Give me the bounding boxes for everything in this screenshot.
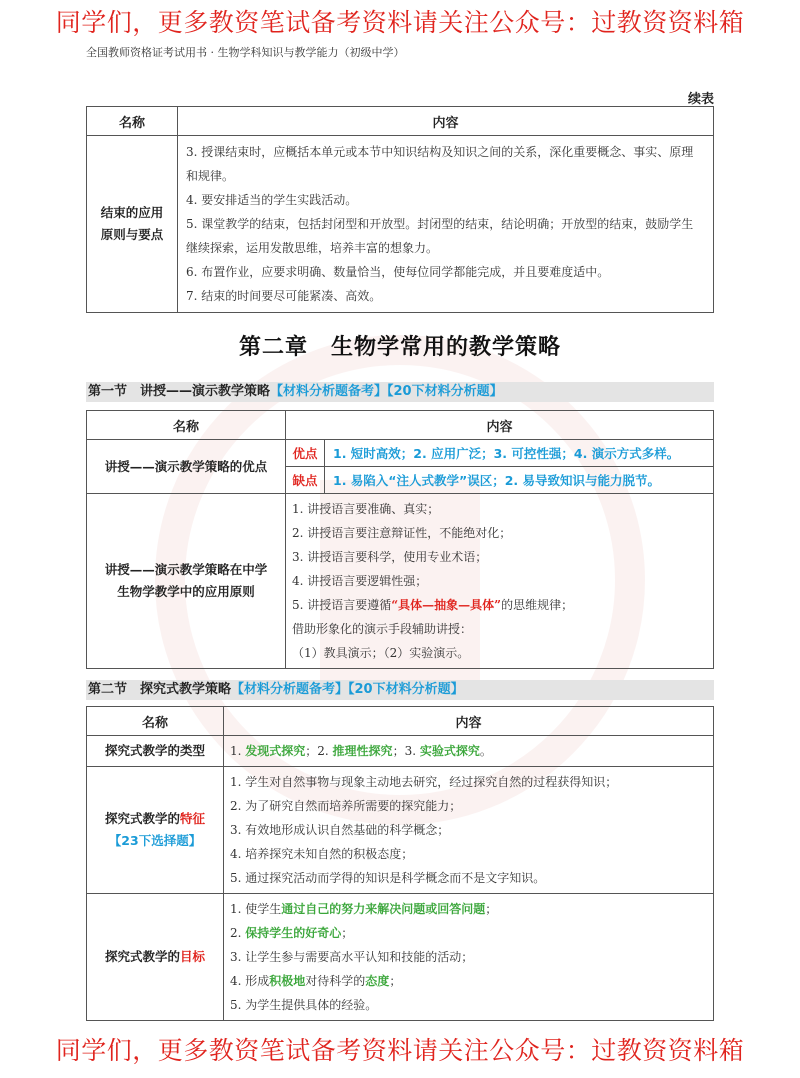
table-row	[87, 894, 714, 1021]
row-name-line: 原则与要点	[100, 227, 164, 242]
row-name-line: 生物学教学中的应用原则	[117, 584, 255, 599]
highlight-text: 保持学生的	[245, 926, 306, 940]
row-name: 探究式教学的类型	[87, 736, 224, 767]
highlight-text: 通过自己的努力来解决问题或回答问题	[281, 902, 486, 916]
header-content: 内容	[286, 411, 714, 440]
row-name	[87, 894, 224, 1021]
list-item: 2. 为了研究自然而培养所需要的探究能力；	[230, 799, 462, 813]
exam-tag: 【23下选择题】	[108, 833, 202, 848]
header-name: 名称	[87, 707, 224, 736]
row-content	[224, 767, 714, 894]
highlight-text: 好奇心	[305, 926, 342, 940]
top-promo-banner: 同学们，更多教资笔试备考资料请关注公众号：过教资资料箱	[55, 8, 745, 37]
list-item: 3. 授课结束时，应概括本单元或本节中知识结构及知识之间的关系，深化重要概念、事实、原理和规律。	[186, 145, 694, 183]
table-row	[87, 494, 714, 669]
highlight-text: 目标	[180, 949, 206, 964]
section-2-heading	[86, 680, 714, 700]
text-segment: 探究式教学的	[104, 949, 180, 964]
pro-text: 1. 短时高效；2. 应用广泛；3. 可控性强；4. 演示方式多样。	[325, 440, 714, 467]
table-row	[87, 736, 714, 767]
chapter-title: 第二章 生物学常用的教学策略	[238, 334, 561, 360]
text-segment: 5. 讲授语言要遵循	[292, 598, 392, 612]
text-segment: 的思维规律；	[501, 598, 574, 612]
table-lecture-strategy	[86, 410, 714, 669]
list-item: 7. 结束的时间要尽可能紧凑、高效。	[186, 289, 382, 303]
list-item: 3. 有效地形成认识自然基础的科学概念；	[230, 823, 450, 837]
highlight-text: 特征	[180, 811, 206, 826]
text-segment: 探究式教学的	[104, 811, 180, 826]
list-item: 1. 讲授语言要准确、真实；	[292, 502, 440, 516]
table-row	[87, 767, 714, 894]
section-1-heading	[86, 382, 714, 402]
row-name	[87, 767, 224, 894]
table-row	[87, 136, 714, 313]
row-name-line: 结束的应用	[100, 205, 164, 220]
text-segment: 1. 使学生	[230, 902, 282, 916]
pro-label: 优点	[286, 440, 325, 467]
list-item: 借助形象化的演示手段辅助讲授：	[292, 622, 473, 636]
highlight-text: “具体—抽象—具体”	[391, 598, 502, 612]
row-name	[87, 494, 286, 669]
highlight-text: 实验式探究	[419, 744, 480, 758]
list-item: 4. 讲授语言要逻辑性强；	[292, 574, 428, 588]
list-item: （1）教具演示；（2）实验演示。	[292, 646, 470, 660]
row-content	[286, 494, 714, 669]
exam-tag: 【材料分析题备考】【20下材料分析题】	[270, 384, 503, 399]
header-name: 名称	[87, 107, 178, 136]
text-segment: 4. 形成	[230, 974, 270, 988]
text-segment: ；	[485, 902, 498, 916]
con-label: 缺点	[286, 467, 325, 494]
highlight-text: 积极地	[269, 974, 306, 988]
row-content	[224, 736, 714, 767]
row-content	[224, 894, 714, 1021]
text-segment: 2.	[230, 926, 246, 940]
table-inquiry-strategy	[86, 706, 714, 1021]
exam-tag: 【材料分析题备考】【20下材料分析题】	[231, 682, 464, 697]
table-closing-principles	[86, 106, 714, 313]
con-text: 1. 易陷入“注人式教学”误区；2. 易导致知识与能力脱节。	[325, 467, 714, 494]
row-name-line: 讲授——演示教学策略在中学	[104, 562, 268, 577]
section-title: 第二节 探究式教学策略	[88, 682, 232, 697]
text-segment: ；2.	[305, 744, 333, 758]
text-segment: ；3.	[392, 744, 420, 758]
header-name: 名称	[87, 411, 286, 440]
list-item: 5. 课堂教学的结束，包括封闭型和开放型。封闭型的结束，结论明确；开放型的结束，鼓励学生继续探索，运用发散思维，培养丰富的想象力。	[186, 217, 694, 255]
list-item: 2. 讲授语言要注意辩证性，不能绝对化；	[292, 526, 512, 540]
text-segment: 。	[479, 744, 492, 758]
list-item: 6. 布置作业，应要求明确、数量恰当，使每位同学都能完成，并且要难度适中。	[186, 265, 610, 279]
highlight-text: 态度	[365, 974, 390, 988]
row-name: 讲授——演示教学策略的优点	[87, 440, 286, 494]
continued-table-label: 续表	[687, 92, 714, 107]
list-item: 3. 讲授语言要科学，使用专业术语；	[292, 550, 488, 564]
section-title: 第一节 讲授——演示教学策略	[88, 384, 271, 399]
list-item: 4. 培养探究未知自然的积极态度；	[230, 847, 414, 861]
list-item	[292, 593, 707, 617]
text-segment: ；	[341, 926, 354, 940]
book-subtitle: 全国教师资格证考试用书 · 生物学科知识与教学能力（初级中学）	[86, 46, 405, 59]
list-item: 3. 让学生参与需要高水平认知和技能的活动；	[230, 950, 474, 964]
list-item: 1. 学生对自然事物与现象主动地去研究，经过探究自然的过程获得知识；	[230, 775, 618, 789]
list-item: 5. 为学生提供具体的经验。	[230, 998, 378, 1012]
list-item: 4. 要安排适当的学生实践活动。	[186, 193, 358, 207]
list-item: 5. 通过探究活动而学得的知识是科学概念而不是文字知识。	[230, 871, 546, 885]
bottom-promo-banner: 同学们，更多教资笔试备考资料请关注公众号：过教资资料箱	[55, 1036, 745, 1065]
text-segment: 对待科学的	[305, 974, 366, 988]
table-header-row	[87, 107, 714, 136]
row-name	[87, 136, 178, 313]
text-segment: 1.	[230, 744, 246, 758]
header-content: 内容	[178, 107, 714, 136]
text-segment: ；	[389, 974, 402, 988]
list-item	[230, 921, 707, 945]
highlight-text: 发现式探究	[245, 744, 306, 758]
table-header-row	[87, 411, 714, 440]
list-item	[230, 969, 707, 993]
highlight-text: 推理性探究	[332, 744, 393, 758]
table-header-row	[87, 707, 714, 736]
header-content: 内容	[224, 707, 714, 736]
row-content	[178, 136, 714, 313]
table-row	[87, 440, 714, 467]
list-item	[230, 897, 707, 921]
